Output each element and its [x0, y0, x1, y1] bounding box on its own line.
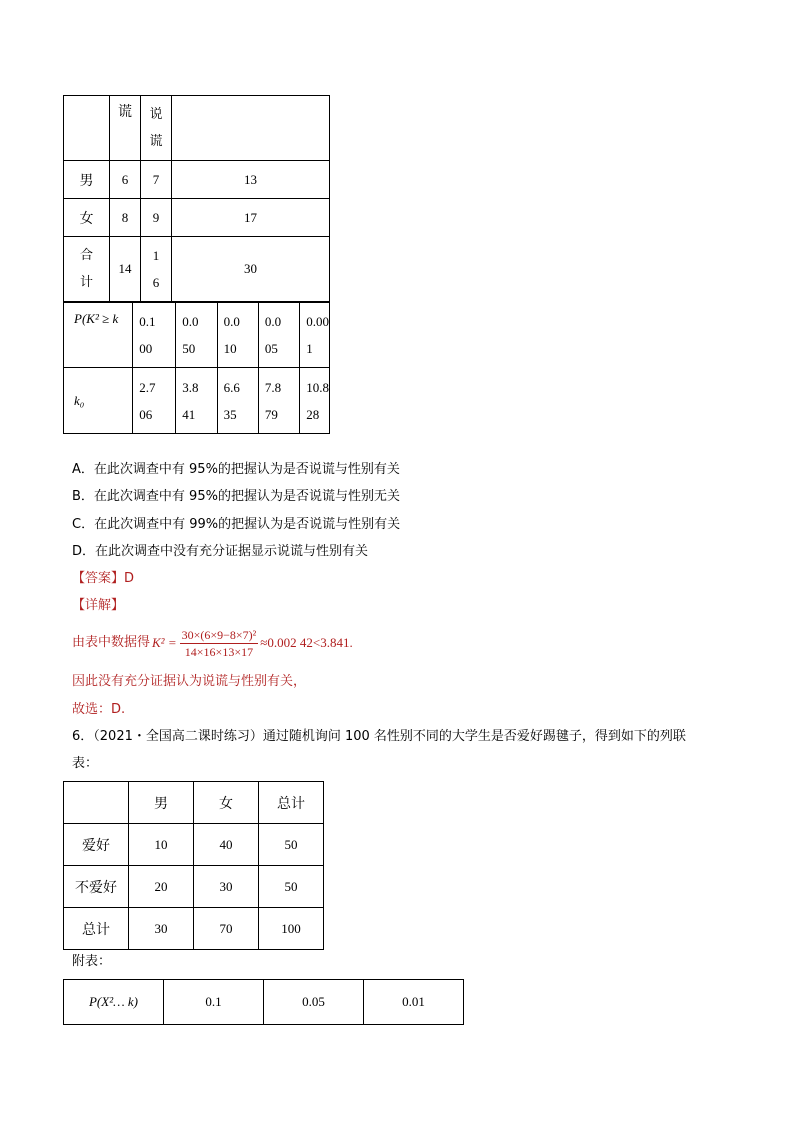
table-row [64, 782, 324, 824]
table-cell: 40 [194, 824, 259, 866]
table-cell: 9 [141, 199, 172, 237]
table-cell: 0.00 1 [300, 303, 330, 368]
table-cell: 6.6 35 [217, 368, 258, 434]
table-cell: P(X²… k) [64, 980, 164, 1025]
critical-value-table [63, 302, 330, 434]
table-cell: 0.05 [264, 980, 364, 1025]
table-cell: 70 [194, 908, 259, 950]
table-cell: 100 [259, 908, 324, 950]
option-b: B．在此次调查中有 95%的把握认为是否说谎与性别无关 [72, 489, 400, 504]
table-cell: 0.1 00 [133, 303, 176, 368]
table-cell: 50 [259, 866, 324, 908]
table-cell: 8 [110, 199, 141, 237]
table-cell: 2.7 06 [133, 368, 176, 434]
fraction-denominator: 14×16×13×17 [184, 644, 254, 659]
table-cell: 10.8 28 [300, 368, 330, 434]
table-row [64, 824, 324, 866]
table-cell: 14 [110, 237, 141, 302]
table-row [64, 303, 330, 368]
table-cell: k₀ [64, 368, 133, 434]
table-cell: 说 谎 [141, 96, 172, 161]
table-row [64, 96, 330, 161]
table-cell: 7.8 79 [258, 368, 299, 434]
table-cell: 不爱好 [64, 866, 129, 908]
table-cell: 7 [141, 161, 172, 199]
table-row [64, 368, 330, 434]
table-cell: 0.0 50 [176, 303, 217, 368]
table-cell: 13 [172, 161, 330, 199]
table-cell: 总计 [259, 782, 324, 824]
detail-label: 【详解】 [72, 598, 125, 613]
solution-result: ≈0.002 42<3.841. [260, 635, 353, 650]
table-cell: 女 [64, 199, 110, 237]
table-cell: 17 [172, 199, 330, 237]
table-cell [64, 96, 110, 161]
question-6-text: 6．（2021・全国高二课时练习）通过随机询问 100 名性别不同的大学生是否爱好踢毽子，得到如下的列联 [72, 729, 686, 744]
table-row [64, 161, 330, 199]
solution-formula [72, 626, 353, 660]
option-a: A．在此次调查中有 95%的把握认为是否说谎与性别有关 [72, 462, 400, 477]
appendix-label: 附表： [72, 954, 112, 969]
appendix-table [63, 979, 464, 1025]
table-cell [64, 782, 129, 824]
k-symbol: K² = [152, 635, 177, 650]
table-cell: 3.8 41 [176, 368, 217, 434]
table-cell: 0.0 10 [217, 303, 258, 368]
table-cell: P(K² ≥ k [64, 303, 133, 368]
table-row [64, 866, 324, 908]
table-cell: 6 [110, 161, 141, 199]
table-row [64, 237, 330, 302]
table-cell: 10 [129, 824, 194, 866]
table-cell [172, 96, 330, 161]
table-row [64, 908, 324, 950]
solution-prefix: 由表中数据得 [72, 635, 151, 650]
fraction [180, 627, 259, 660]
table-cell: 女 [194, 782, 259, 824]
table-cell: 30 [194, 866, 259, 908]
solution-conclusion: 因此没有充分证据认为说谎与性别有关， [72, 674, 307, 689]
table-cell: 20 [129, 866, 194, 908]
table-row [64, 199, 330, 237]
table-cell: 0.0 05 [258, 303, 299, 368]
table-cell: 0.1 [164, 980, 264, 1025]
table-cell: 1 6 [141, 237, 172, 302]
table-cell: 总计 [64, 908, 129, 950]
option-d: D．在此次调查中没有充分证据显示说谎与性别有关 [72, 544, 369, 559]
table-cell: 男 [129, 782, 194, 824]
contingency-table-shuttlecock [63, 781, 324, 950]
table-cell: 50 [259, 824, 324, 866]
fraction-numerator: 30×(6×9−8×7)² [181, 627, 257, 642]
table-cell: 30 [172, 237, 330, 302]
table-cell: 爱好 [64, 824, 129, 866]
answer-line: 【答案】D [72, 571, 135, 586]
table-cell: 30 [129, 908, 194, 950]
table-cell: 谎 [110, 96, 141, 161]
question-6-text-cont: 表： [72, 756, 99, 771]
contingency-table-lying [63, 95, 330, 302]
table-cell: 合 计 [64, 237, 110, 302]
solution-choice: 故选：D. [72, 702, 126, 717]
option-c: C．在此次调查中有 99%的把握认为是否说谎与性别有关 [72, 517, 401, 532]
table-row [64, 980, 464, 1025]
table-cell: 0.01 [364, 980, 464, 1025]
table-cell: 男 [64, 161, 110, 199]
